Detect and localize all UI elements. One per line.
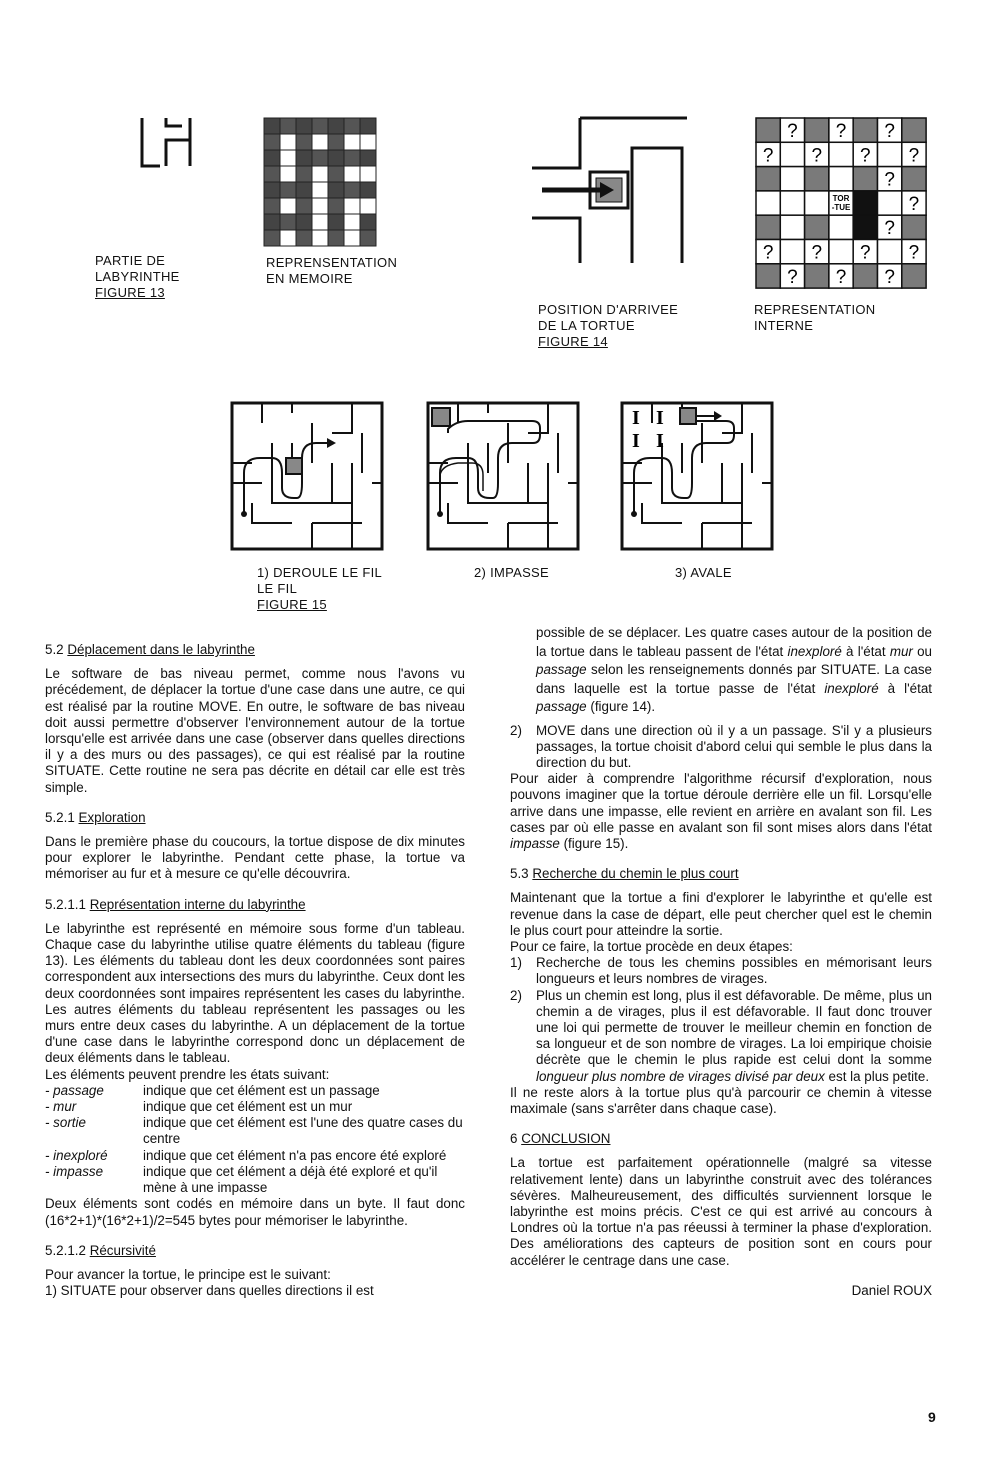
internal-grid-cell (902, 118, 926, 142)
internal-grid-cell (756, 118, 780, 142)
memory-grid-cell (312, 198, 328, 214)
figure-13-caption-right (266, 255, 397, 287)
memory-grid-cell (296, 182, 312, 198)
internal-grid-cell (829, 240, 853, 264)
memory-grid-cell (360, 118, 376, 134)
memory-grid-cell (344, 230, 360, 246)
internal-grid-cell (829, 167, 853, 191)
memory-grid-cell (344, 134, 360, 150)
paragraph: Le software de bas niveau permet, comme nous l'avons vu précédement, de déplacer la tortue d'une case dans une autre, ce qui est réalisé par la routine MOVE. En outre, le software de bas niveau doit aussi permettre d'observer l'environnement autour de la tortue lorsqu'elle est arrivée dans une case (observer dans quelles directions il y a des murs ou des passages), ce qui est réalisé par la routine SITUATE. Cette routine ne sera pas décrite en détail car elle est très simple. (45, 666, 465, 795)
section-heading-5-2: 5.2 Déplacement dans le labyrinthe (45, 642, 255, 657)
internal-grid-cell (878, 118, 902, 142)
memory-grid-cell (360, 182, 376, 198)
maze-fragment-drawing (138, 118, 198, 178)
memory-grid-cell (328, 230, 344, 246)
caption-line: REPRESENTATION (754, 302, 876, 317)
unknown-mark: ? (884, 169, 895, 191)
section-heading-5-2-1: 5.2.1 Exploration (45, 809, 146, 825)
memory-grid-cell (344, 150, 360, 166)
internal-grid-cell (780, 264, 804, 288)
memory-grid-cell (360, 134, 376, 150)
memory-grid-cell (264, 118, 280, 134)
memory-grid-cell (328, 182, 344, 198)
paragraph: Maintenant que la tortue a fini d'explorer le labyrinthe et qu'elle est revenue dans la case de départ, elle peut chercher quel est le chemin le plus court pour atteindre la sortie. (510, 890, 932, 938)
internal-grid-cell (805, 118, 829, 142)
internal-grid-cell (902, 264, 926, 288)
internal-grid-cell (780, 118, 804, 142)
states-intro: Les éléments peuvent prendre les états suivant: (45, 1066, 330, 1082)
unknown-mark: ? (884, 120, 895, 142)
memory-grid-cell (328, 166, 344, 182)
memory-grid-cell (280, 118, 296, 134)
paragraph: Pour aider à comprendre l'algorithme récursif d'exploration, nous pouvons imaginer que la tortue déroule derrière elle un fil. Lorsqu'elle arrive dans une impasse, elle revient en arrière en avalant son fil. Les cases par où elle passe en avalant son fil sont mises alors dans l'état impasse (figure 15). (510, 771, 932, 851)
memory-grid-cell (360, 150, 376, 166)
list-item: 1) Recherche de tous les chemins possibles en mémorisant leurs longueurs et leurs nombres de virages. (510, 955, 932, 987)
maze-unwinding-thread (232, 403, 384, 551)
state-definition: - passage indique que cet élément est un passage (45, 1082, 380, 1098)
memory-grid-cell (328, 214, 344, 230)
memory-grid-cell (280, 150, 296, 166)
internal-grid-cell (902, 240, 926, 264)
unknown-mark: ? (908, 242, 920, 264)
caption-line: POSITION D'ARRIVEE (538, 302, 679, 317)
state-definition: - inexploré indique que cet élément n'a pas encore été exploré (45, 1147, 447, 1163)
caption-line: REPRENSENTATION (266, 255, 398, 270)
internal-grid-cell (805, 264, 829, 288)
internal-grid-cell (829, 215, 853, 239)
internal-grid-cell (853, 191, 877, 215)
memory-grid-cell (312, 214, 328, 230)
turtle-label: TOR (832, 193, 850, 203)
memory-grid-cell (344, 198, 360, 214)
internal-grid-cell (756, 215, 780, 239)
memory-grid (264, 118, 376, 246)
unknown-mark: ? (884, 266, 895, 288)
memory-grid-cell (296, 118, 312, 134)
paragraph: Dans le première phase du coucours, la tortue dispose de dix minutes pour explorer le labyrinthe. Pendant cette phase, la tortue va mémoriser au fur et à mesure ce qu'elle découvrira. (45, 834, 465, 882)
internal-grid-cell (780, 142, 804, 166)
memory-grid-cell (280, 166, 296, 182)
memory-grid-cell (360, 166, 376, 182)
left-column (45, 642, 465, 1299)
author-signature: Daniel ROUX (851, 1282, 932, 1298)
figure-13-caption-left (95, 253, 180, 301)
internal-grid-cell (878, 264, 902, 288)
memory-grid-cell (344, 166, 360, 182)
unknown-mark: ? (908, 193, 920, 215)
internal-grid-cell (780, 240, 804, 264)
caption-line: LABYRINTHE (95, 269, 180, 284)
memory-grid-cell (312, 150, 328, 166)
memory-grid-cell (264, 230, 280, 246)
section-heading-6: 6 CONCLUSION (510, 1131, 611, 1147)
internal-grid-cell (878, 191, 902, 215)
internal-grid-cell (756, 240, 780, 264)
memory-grid-cell (264, 198, 280, 214)
dead-end-mark: I (656, 407, 664, 429)
unknown-mark: ? (835, 120, 847, 142)
paragraph: possible de se déplacer. Les quatre cases autour de la position de la tortue dans le tableau passent de l'état inexploré à l'état mur ou passage selon les renseignements donnés par SITUATE. La case dans laquelle est la tortue passe de l'état inexploré à l'état passage (figure 14). (536, 625, 932, 714)
list-item: 1) SITUATE pour observer dans quelles directions il est (45, 1283, 374, 1299)
memory-grid-cell (344, 214, 360, 230)
internal-grid-cell (902, 191, 926, 215)
memory-grid-cell (296, 198, 312, 214)
unknown-mark: ? (908, 145, 920, 167)
memory-grid-cell (280, 198, 296, 214)
caption-line: INTERNE (754, 318, 814, 333)
paragraph: Pour avancer la tortue, le principe est le suivant: (45, 1266, 331, 1282)
dead-end-mark: I (632, 407, 640, 429)
paragraph: Pour ce faire, la tortue procède en deux étapes: (510, 938, 793, 954)
memory-grid-cell (264, 182, 280, 198)
caption-line: DE LA TORTUE (538, 318, 635, 333)
internal-grid-cell (805, 167, 829, 191)
figure-14-caption-right (754, 302, 875, 334)
memory-grid-cell (312, 230, 328, 246)
section-heading-5-2-1-1: 5.2.1.1 Représentation interne du labyrinthe (45, 896, 306, 912)
internal-grid-cell (902, 142, 926, 166)
internal-grid-cell (780, 191, 804, 215)
memory-grid-cell (280, 214, 296, 230)
state-definition: - sortie indique que cet élément est l'une des quatre cases du centre (45, 1115, 463, 1147)
unknown-mark: ? (762, 145, 774, 167)
dead-end-mark: I (656, 430, 664, 452)
internal-grid-cell (878, 215, 902, 239)
internal-grid-cell (902, 167, 926, 191)
dead-end-mark: I (632, 430, 640, 452)
internal-grid-cell (878, 240, 902, 264)
memory-grid-cell (360, 230, 376, 246)
memory-grid-cell (344, 118, 360, 134)
unknown-mark: ? (811, 242, 823, 264)
internal-grid-cell (853, 215, 877, 239)
paragraph: Le labyrinthe est représenté en mémoire sous forme d'un tableau. Chaque case du labyrinthe utilise quatre éléments du tableau (figure 13). Les éléments du tableau dont les deux coordonnées sont paires correspondent aux intersections des murs du labyrinthe. Ceux dont les deux coordonnées sont impaires représentent les cases du labyrinthe. Les autres éléments du tableau représentent les passages ou les murs entre deux cases du labyrinthe. A un déplacement de la tortue d'une case dans le labyrinthe correspond donc un déplacement de deux éléments dans le tableau. (45, 920, 465, 1066)
memory-grid-cell (296, 166, 312, 182)
paragraph: Il ne reste alors à la tortue plus qu'à parcourir ce chemin à vitesse maximale (sans s'arrêter dans chaque case). (510, 1084, 932, 1116)
maze-dead-end (428, 403, 580, 551)
internal-grid-cell (780, 215, 804, 239)
internal-grid-cell (853, 118, 877, 142)
memory-grid-cell (328, 150, 344, 166)
memory-grid-cell (360, 214, 376, 230)
turtle-arrival-drawing (532, 118, 687, 263)
section-heading-5-2-1-2: 5.2.1.2 Récursivité (45, 1242, 156, 1258)
internal-grid-cell (829, 118, 853, 142)
caption-line: EN MEMOIRE (266, 271, 353, 286)
memory-grid-cell (264, 150, 280, 166)
internal-grid-cell (878, 142, 902, 166)
memory-grid-cell (280, 230, 296, 246)
memory-grid-cell (312, 118, 328, 134)
unknown-mark: ? (884, 218, 895, 240)
figure-14-caption-left (538, 302, 678, 350)
memory-grid-cell (296, 214, 312, 230)
memory-grid-cell (344, 182, 360, 198)
memory-grid-cell (328, 118, 344, 134)
internal-representation-grid (756, 118, 928, 288)
paragraph: Deux éléments sont codés en mémoire dans un byte. Il faut donc (16*2+1)*(16*2+1)/2=545 bytes pour mémoriser le labyrinthe. (45, 1196, 465, 1228)
memory-grid-cell (312, 182, 328, 198)
caption-line: 1) DEROULE LE FIL (257, 565, 383, 580)
internal-grid-cell (756, 264, 780, 288)
figure-label: FIGURE 13 (95, 285, 165, 300)
section-heading-5-3: 5.3 Recherche du chemin le plus court (510, 866, 739, 882)
memory-grid-cell (312, 134, 328, 150)
internal-grid-cell (853, 167, 877, 191)
internal-grid-cell (780, 167, 804, 191)
caption-line: LE FIL (257, 581, 298, 596)
internal-grid-cell (829, 142, 853, 166)
internal-grid-cell (829, 264, 853, 288)
right-column (510, 624, 932, 1299)
memory-grid-cell (296, 150, 312, 166)
internal-grid-cell (853, 264, 877, 288)
memory-grid-cell (280, 134, 296, 150)
unknown-mark: ? (860, 242, 871, 264)
internal-grid-cell (853, 142, 877, 166)
state-definition: - mur indique que cet élément est un mur (45, 1099, 353, 1115)
list-item: 2) Plus un chemin est long, plus il est défavorable. De même, plus un chemin a de virages, plus il est défavorable. Il faut donc trouver une loi qui permette de trouver le meilleur chemin en fonction de sa longueur et de son nombre de virages. La loi empirique choisie décrète que le chemin le plus rapide est celui dont la somme longueur plus nombre de virages divisé par deux est la plus petite. (510, 987, 932, 1084)
internal-grid-cell (756, 191, 780, 215)
memory-grid-cell (296, 230, 312, 246)
figure-15-caption-3: 3) AVALE (675, 565, 732, 580)
internal-grid-cell (902, 215, 926, 239)
internal-grid-cell (805, 215, 829, 239)
memory-grid-cell (312, 166, 328, 182)
caption-line: PARTIE DE (95, 253, 166, 268)
memory-grid-cell (264, 214, 280, 230)
turtle-label: -TUE (831, 202, 851, 212)
internal-grid-cell (756, 167, 780, 191)
unknown-mark: ? (811, 145, 823, 167)
internal-grid-cell (805, 240, 829, 264)
memory-grid-cell (360, 198, 376, 214)
unknown-mark: ? (787, 266, 798, 288)
figure-15-caption-2: 2) IMPASSE (474, 565, 550, 580)
figure-15-caption-1 (257, 565, 382, 613)
maze-swallowing-thread (622, 403, 774, 551)
list-item: 2) MOVE dans une direction où il y a un passage. S'il y a plusieurs passages, la tortue choisit d'abord celui qui semble le plus dans la direction du but. (510, 722, 932, 770)
memory-grid-cell (264, 134, 280, 150)
state-definition: - impasse indique que cet élément a déjà été exploré et qu'il mène à une impasse (45, 1163, 438, 1196)
memory-grid-cell (328, 134, 344, 150)
internal-grid-cell (878, 167, 902, 191)
paragraph: La tortue est parfaitement opérationnelle (malgré sa vitesse relativement lente) dans un labyrinthe construit avec des tolérances sévères. Malheureusement, des difficultés surviennent lorsque le labyrinthe est moins précis. C'est ce qui est arrivé au concours à Londres où la tortue n'a pas réeussi à terminer la phase d'exploration. Des améliorations des capteurs de position sont en cours pour accélérer le centrage dans une case. (510, 1155, 932, 1268)
memory-grid-cell (296, 134, 312, 150)
page-number: 9 (928, 1409, 936, 1425)
unknown-mark: ? (762, 242, 774, 264)
memory-grid-cell (264, 166, 280, 182)
internal-grid-cell (829, 191, 853, 215)
internal-grid-cell (756, 142, 780, 166)
unknown-mark: ? (860, 145, 871, 167)
unknown-mark: ? (835, 266, 847, 288)
figure-label: FIGURE 14 (538, 334, 608, 349)
internal-grid-cell (805, 191, 829, 215)
internal-grid-cell (805, 142, 829, 166)
figure-label: FIGURE 15 (257, 597, 327, 612)
unknown-mark: ? (787, 120, 798, 142)
internal-grid-cell (853, 240, 877, 264)
memory-grid-cell (280, 182, 296, 198)
memory-grid-cell (328, 198, 344, 214)
